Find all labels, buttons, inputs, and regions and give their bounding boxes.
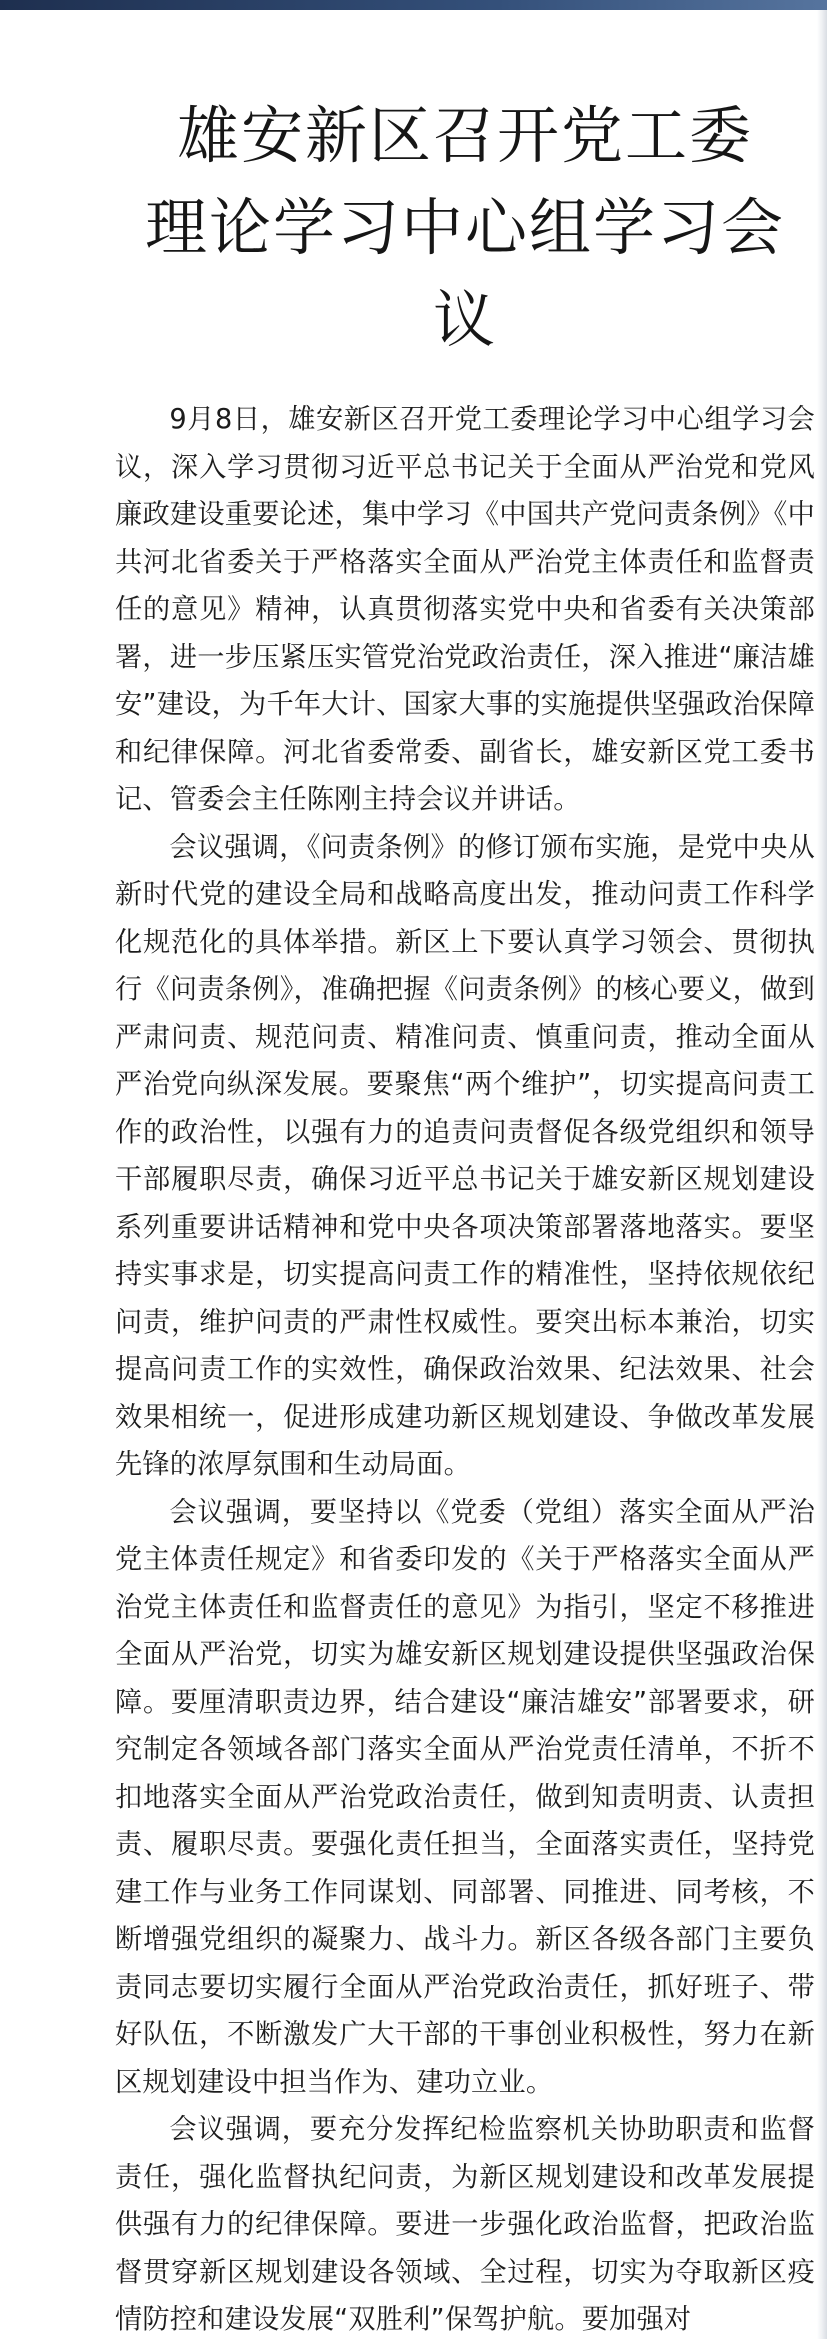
- article: [115, 90, 815, 2344]
- page-edge-shadow: [817, 10, 827, 2339]
- article-title: [115, 90, 815, 366]
- article-paragraph-3: 会议强调，要坚持以《党委（党组）落实全面从严治党主体责任规定》和省委印发的《关于严格落实全面从严治党主体责任和监督责任的意见》为指引，坚定不移推进全面从严治党，切实为雄安新区规划建设提供坚强政治保障。要厘清职责边界，结合建设“廉洁雄安”部署要求，研究制定各领域各部门落实全面从严治党责任清单，不折不扣地落实全面从严治党政治责任，做到知责明责、认责担责、履职尽责。要强化责任担当，全面落实责任，坚持党建工作与业务工作同谋划、同部署、同推进、同考核，不断增强党组织的凝聚力、战斗力。新区各级各部门主要负责同志要切实履行全面从严治党政治责任，抓好班子、带好队伍，不断激发广大干部的干事创业积极性，努力在新区规划建设中担当作为、建功立业。: [115, 1496, 815, 2098]
- article-title-line-2: 理论学习中心组学习会议: [144, 191, 785, 356]
- article-paragraph-4: 会议强调，要充分发挥纪检监察机关协助职责和监督责任，强化监督执纪问责，为新区规划建设和改革发展提供强有力的纪律保障。要进一步强化政治监督，把政治监督贯穿新区规划建设各领域、全过程，切实为夺取新区疫情防控和建设发展“双胜利”保驾护航。要加强对: [115, 2114, 815, 2335]
- article-title-line-1: 雄安新区召开党工委: [176, 99, 753, 172]
- article-paragraph-2: 会议强调，《问责条例》的修订颁布实施，是党中央从新时代党的建设全局和战略高度出发，推动问责工作科学化规范化的具体举措。新区上下要认真学习领会、贯彻执行《问责条例》，准确把握《问责条例》的核心要义，做到严肃问责、规范问责、精准问责、慎重问责，推动全面从严治党向纵深发展。要聚焦“两个维护”，切实提高问责工作的政治性，以强有力的追责问责督促各级党组织和领导干部履职尽责，确保习近平总书记关于雄安新区规划建设系列重要讲话精神和党中央各项决策部署落地落实。要坚持实事求是，切实提高问责工作的精准性，坚持依规依纪问责，维护问责的严肃性权威性。要突出标本兼治，切实提高问责工作的实效性，确保政治效果、纪法效果、社会效果相统一，促进形成建功新区规划建设、争做改革发展先锋的浓厚氛围和生动局面。: [115, 831, 815, 1480]
- top-decorative-bar: [0, 0, 827, 10]
- article-body: [115, 396, 815, 2344]
- article-paragraph-1: 9月8日，雄安新区召开党工委理论学习中心组学习会议，深入学习贯彻习近平总书记关于全面从严治党和党风廉政建设重要论述，集中学习《中国共产党问责条例》《中共河北省委关于严格落实全面从严治党主体责任和监督责任的意见》精神，认真贯彻落实党中央和省委有关决策部署，进一步压紧压实管党治党政治责任，深入推进“廉洁雄安”建设，为千年大计、国家大事的实施提供坚强政治保障和纪律保障。河北省委常委、副省长，雄安新区党工委书记、管委会主任陈刚主持会议并讲话。: [115, 404, 815, 815]
